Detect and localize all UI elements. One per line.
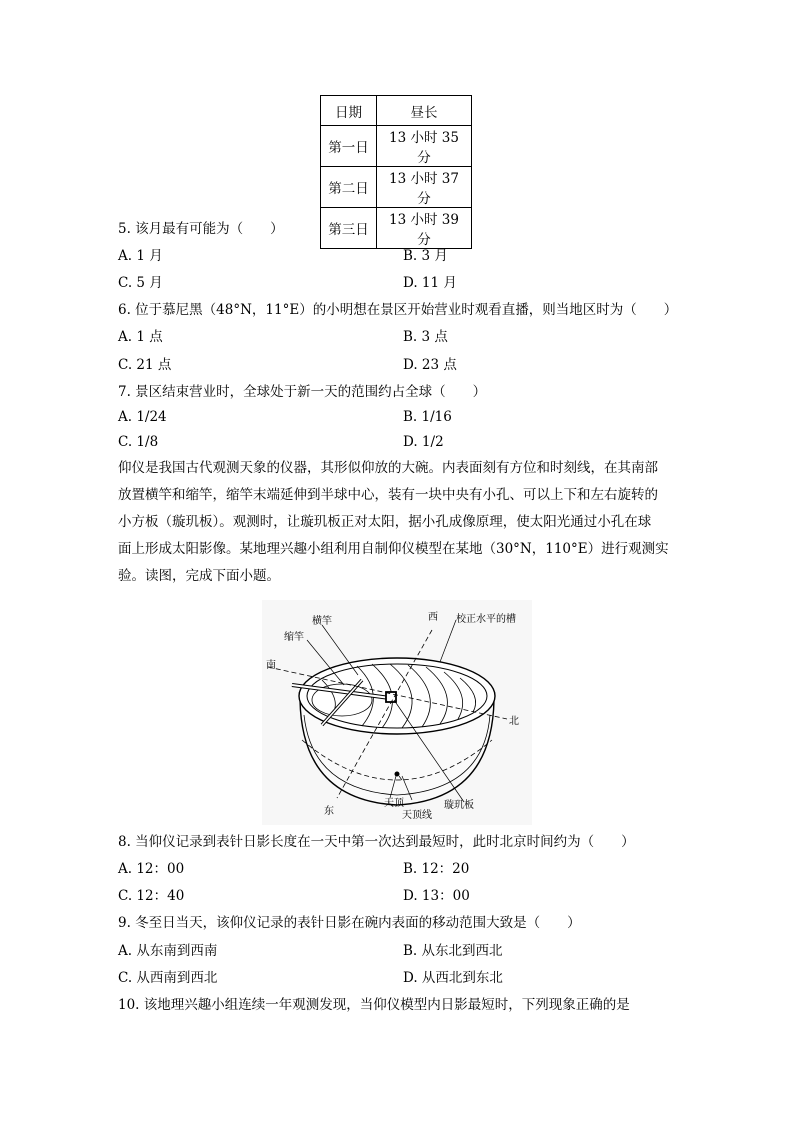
passage [118, 455, 680, 590]
passage-line: 仰仪是我国古代观测天象的仪器，其形似仰放的大碗。内表面刻有方位和时刻线，在其南部 [118, 460, 658, 476]
passage-line: 放置横竿和缩竿，缩竿末端延伸到半球中心，装有一块中央有小孔、可以上下和左右旋转的 [118, 487, 658, 503]
q9-option-a[interactable]: A. 从东南到西南 [118, 943, 218, 959]
label-cao: 校正水平的槽 [456, 614, 516, 625]
table-header-date: 日期 [321, 96, 377, 126]
q8-option-a[interactable]: A. 12：00 [118, 861, 185, 877]
q5-stem: 5. 该月最有可能为（ ） [118, 221, 284, 237]
label-xuanji: 璇玑板 [444, 800, 474, 811]
table-header-daylength: 昼长 [377, 96, 472, 126]
q6-option-c[interactable]: C. 21 点 [118, 357, 172, 373]
label-suo: 缩竿 [284, 632, 304, 643]
q7-option-d[interactable]: D. 1/2 [403, 434, 444, 450]
q6-stem: 6. 位于慕尼黑（48°N，11°E）的小明想在景区开始营业时观看直播，则当地区时为（ ） [118, 302, 678, 318]
q5-option-a[interactable]: A. 1 月 [118, 248, 163, 264]
passage-line: 小方板（璇玑板）。观测时，让璇玑板正对太阳，据小孔成像原理，使太阳光通过小孔在球 [118, 514, 652, 530]
label-xi: 西 [428, 612, 438, 623]
q5-option-c[interactable]: C. 5 月 [118, 275, 163, 291]
label-tiandingxian: 天顶线 [402, 810, 432, 821]
table-cell: 13 小时 37 分 [377, 167, 472, 208]
label-heng: 横竿 [312, 616, 332, 627]
yangyi-figure [262, 600, 532, 825]
q9-option-d[interactable]: D. 从西北到东北 [403, 970, 503, 986]
table-cell: 第二日 [321, 167, 377, 208]
q9-option-b[interactable]: B. 从东北到西北 [403, 943, 503, 959]
q5-option-b[interactable]: B. 3 月 [403, 248, 448, 264]
q6-option-b[interactable]: B. 3 点 [403, 329, 448, 345]
q10-stem: 10. 该地理兴趣小组连续一年观测发现，当仰仪模型内日影最短时，下列现象正确的是 [118, 997, 630, 1013]
table-header-row [321, 96, 472, 126]
passage-line: 面上形成太阳影像。某地理兴趣小组利用自制仰仪模型在某地（30°N，110°E）进行观测实 [118, 541, 669, 557]
passage-line: 验。读图，完成下面小题。 [118, 568, 280, 584]
q8-option-c[interactable]: C. 12：40 [118, 888, 185, 904]
table-row [321, 208, 472, 249]
table-row [321, 167, 472, 208]
q7-stem: 7. 景区结束营业时，全球处于新一天的范围约占全球（ ） [118, 384, 487, 400]
q8-option-b[interactable]: B. 12：20 [403, 861, 470, 877]
q6-option-d[interactable]: D. 23 点 [403, 357, 457, 373]
q6-option-a[interactable]: A. 1 点 [118, 329, 163, 345]
q9-option-c[interactable]: C. 从西南到西北 [118, 970, 218, 986]
table-cell: 第一日 [321, 126, 377, 167]
label-bei: 北 [509, 716, 519, 727]
q5-option-d[interactable]: D. 11 月 [403, 275, 457, 291]
label-dong: 东 [324, 806, 334, 817]
q8-option-d[interactable]: D. 13：00 [403, 888, 470, 904]
day-length-table [320, 95, 472, 249]
q8-stem: 8. 当仰仪记录到表针日影长度在一天中第一次达到最短时，此时北京时间约为（ ） [118, 834, 635, 850]
q7-option-a[interactable]: A. 1/24 [118, 409, 167, 425]
q9-stem: 9. 冬至日当天，该仰仪记录的表针日影在碗内表面的移动范围大致是（ ） [118, 915, 581, 931]
label-tianding: 天顶 [384, 798, 404, 809]
q7-option-b[interactable]: B. 1/16 [403, 409, 452, 425]
table-cell: 13 小时 39 分 [377, 208, 472, 249]
table-cell: 13 小时 35 分 [377, 126, 472, 167]
table-row [321, 126, 472, 167]
table-cell: 第三日 [321, 208, 377, 249]
q7-option-c[interactable]: C. 1/8 [118, 434, 159, 450]
label-nan: 南 [266, 660, 276, 671]
